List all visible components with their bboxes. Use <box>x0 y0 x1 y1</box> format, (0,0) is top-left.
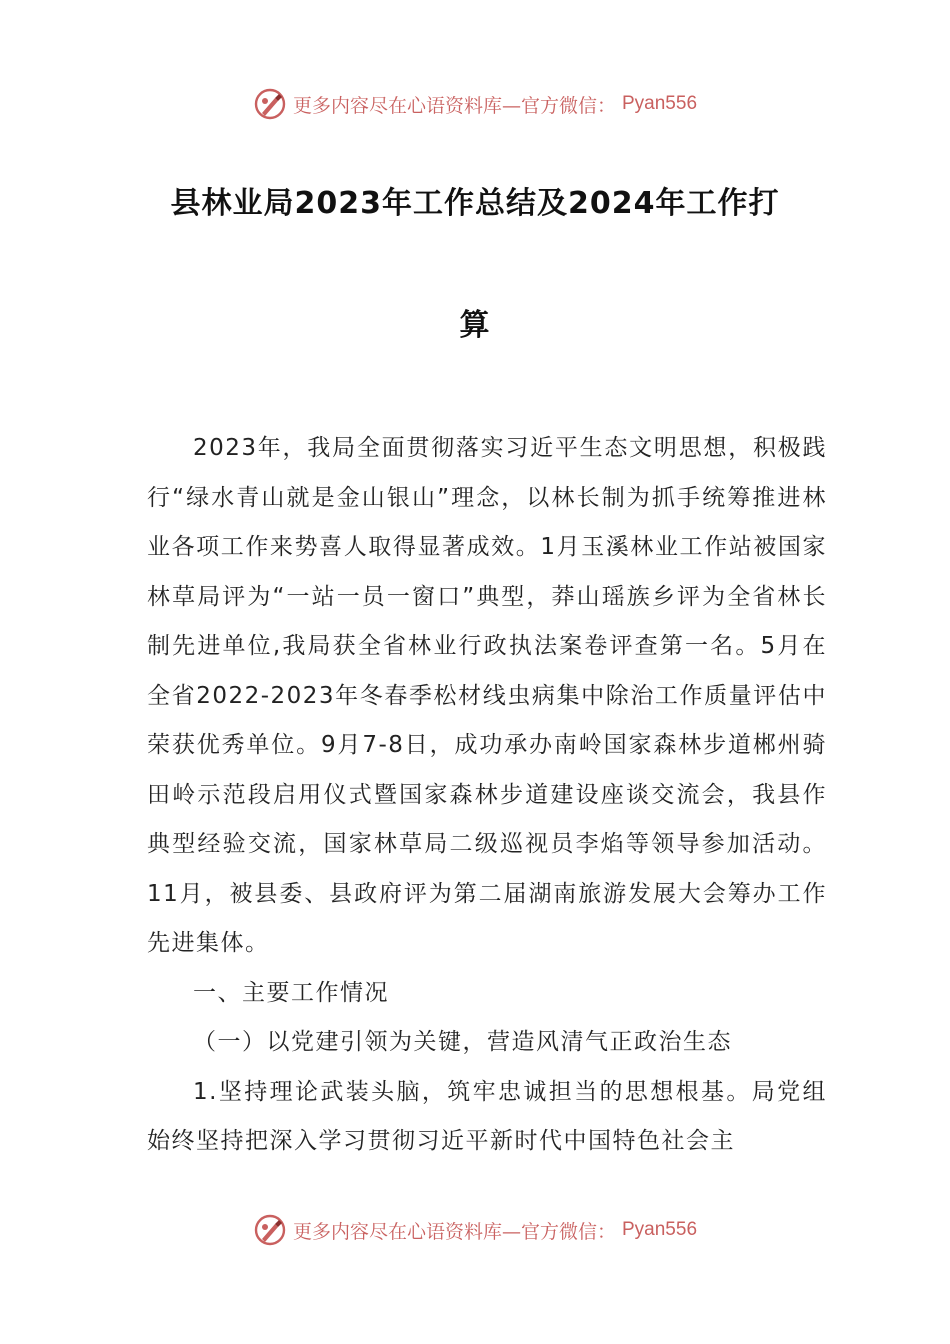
banner-text: 更多内容尽在心语资料库—官方微信： <box>292 1220 616 1243</box>
subsection-heading: （一）以党建引领为关键，营造风清气正政治生态 <box>193 1029 732 1055</box>
document-body <box>147 424 827 1167</box>
paragraph-item-1: 1.坚持理论武装头脑，筑牢忠诚担当的思想根基。局党组始终坚持把深入学习贯彻习近平新时代中国特色社会主 <box>147 1078 827 1154</box>
document-title-line1: 县林业局2023年工作总结及2024年工作打 <box>170 186 780 221</box>
pen-logo-icon <box>253 87 287 121</box>
banner-wechat: Pyan556 <box>622 93 698 114</box>
document-title-line2: 算 <box>459 308 491 343</box>
header-banner <box>0 84 950 124</box>
banner-text: 更多内容尽在心语资料库—官方微信： <box>292 94 616 117</box>
pen-logo-icon <box>253 1213 287 1247</box>
footer-banner <box>0 1210 950 1250</box>
paragraph-intro: 2023年，我局全面贯彻落实习近平生态文明思想，积极践行“绿水青山就是金山银山”理念，以林长制为抓手统筹推进林业各项工作来势喜人取得显著成效。1月玉溪林业工作站被国家林草局评为“一站一员一窗口”典型，莽山瑶族乡评为全省林长制先进单位,我局获全省林业行政执法案卷评查第一名。5月在全省2022-2023年冬春季松材线虫病集中除治工作质量评估中荣获优秀单位。9月7-8日，成功承办南岭国家森林步道郴州骑田岭示范段启用仪式暨国家森林步道建设座谈交流会，我县作典型经验交流，国家林草局二级巡视员李焰等领导参加活动。11月，被县委、县政府评为第二届湖南旅游发展大会筹办工作先进集体。 <box>147 435 827 956</box>
section-heading: 一、主要工作情况 <box>193 979 389 1006</box>
banner-wechat: Pyan556 <box>622 1219 698 1240</box>
